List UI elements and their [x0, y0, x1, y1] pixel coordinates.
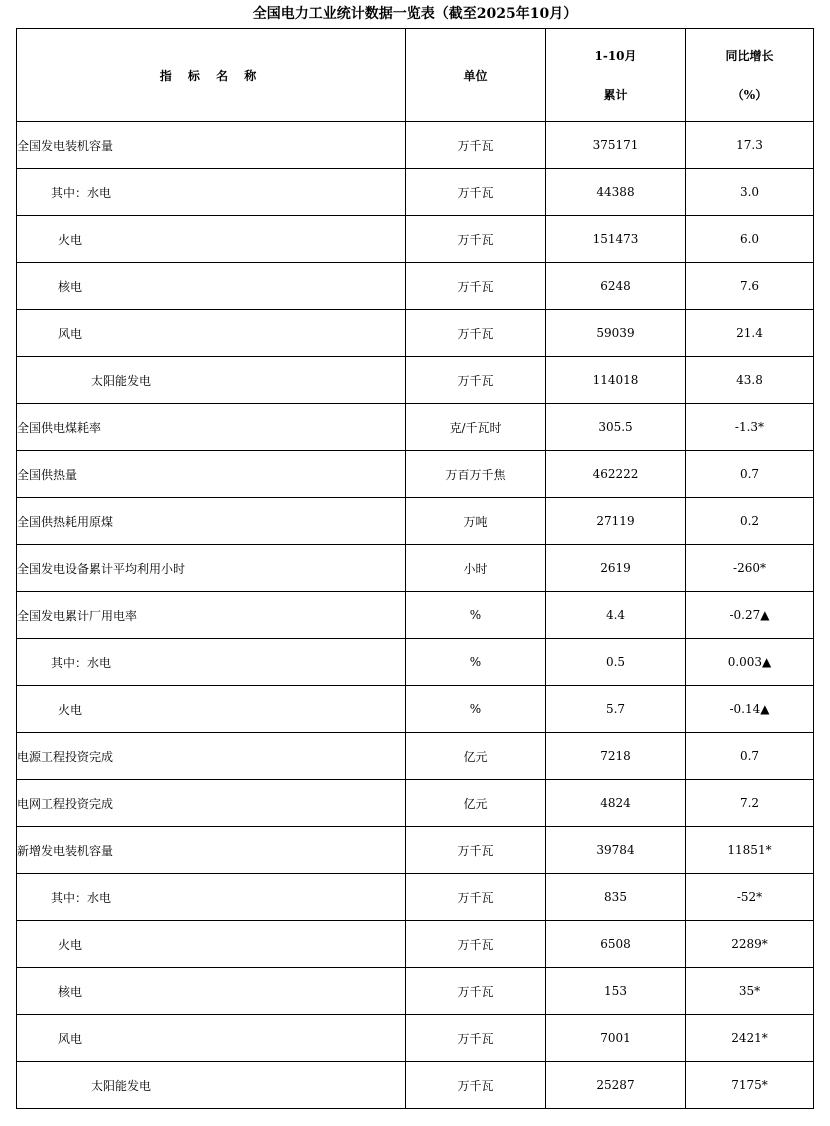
- cumulative-value-cell: 375171: [546, 122, 686, 169]
- table-row: [17, 498, 814, 545]
- cumulative-value-cell: 4.4: [546, 592, 686, 639]
- unit-cell: 亿元: [406, 733, 546, 780]
- header-yoy: [686, 29, 814, 122]
- indicator-name-cell: 核电: [17, 263, 406, 310]
- indicator-name-cell: 风电: [17, 310, 406, 357]
- cumulative-value-cell: 7218: [546, 733, 686, 780]
- unit-cell: 万千瓦: [406, 968, 546, 1015]
- yoy-growth-cell: 2421*: [686, 1015, 814, 1062]
- yoy-growth-cell: 0.2: [686, 498, 814, 545]
- indicator-name-cell: 风电: [17, 1015, 406, 1062]
- indicator-name-cell: 全国发电装机容量: [17, 122, 406, 169]
- cumulative-value-cell: 2619: [546, 545, 686, 592]
- unit-cell: 万千瓦: [406, 874, 546, 921]
- indicator-name-cell: 火电: [17, 921, 406, 968]
- table-title: 全国电力工业统计数据一览表（截至2025年10月）: [252, 6, 578, 22]
- table-row: [17, 780, 814, 827]
- indicator-name-cell: 其中：水电: [17, 874, 406, 921]
- cumulative-value-cell: 835: [546, 874, 686, 921]
- header-cumulative-label: 累计: [603, 88, 628, 102]
- table-row: [17, 216, 814, 263]
- indicator-name-cell: 电网工程投资完成: [17, 780, 406, 827]
- unit-cell: 万千瓦: [406, 263, 546, 310]
- table-row: [17, 310, 814, 357]
- table-row: [17, 1062, 814, 1109]
- cumulative-value-cell: 151473: [546, 216, 686, 263]
- table-row: [17, 827, 814, 874]
- unit-cell: 万千瓦: [406, 1015, 546, 1062]
- yoy-growth-cell: 7.2: [686, 780, 814, 827]
- indicator-name-cell: 其中：水电: [17, 639, 406, 686]
- cumulative-value-cell: 5.7: [546, 686, 686, 733]
- cumulative-value-cell: 39784: [546, 827, 686, 874]
- table-row: [17, 357, 814, 404]
- indicator-name-cell: 核电: [17, 968, 406, 1015]
- yoy-growth-cell: 3.0: [686, 169, 814, 216]
- yoy-growth-cell: 17.3: [686, 122, 814, 169]
- indicator-name-cell: 全国发电累计厂用电率: [17, 592, 406, 639]
- cumulative-value-cell: 25287: [546, 1062, 686, 1109]
- table-row: [17, 404, 814, 451]
- cumulative-value-cell: 44388: [546, 169, 686, 216]
- unit-cell: 万千瓦: [406, 169, 546, 216]
- table-row: [17, 639, 814, 686]
- yoy-growth-cell: -260*: [686, 545, 814, 592]
- yoy-growth-cell: 21.4: [686, 310, 814, 357]
- unit-cell: 万千瓦: [406, 216, 546, 263]
- indicator-name-cell: 电源工程投资完成: [17, 733, 406, 780]
- table-row: [17, 592, 814, 639]
- unit-cell: 万千瓦: [406, 921, 546, 968]
- unit-cell: 万吨: [406, 498, 546, 545]
- cumulative-value-cell: 114018: [546, 357, 686, 404]
- indicator-name-cell: 全国供热耗用原煤: [17, 498, 406, 545]
- indicator-name-cell: 全国发电设备累计平均利用小时: [17, 545, 406, 592]
- table-row: [17, 921, 814, 968]
- table-row: [17, 733, 814, 780]
- yoy-growth-cell: -0.27▲: [686, 592, 814, 639]
- indicator-name-cell: 太阳能发电: [17, 357, 406, 404]
- table-row: [17, 451, 814, 498]
- yoy-growth-cell: 0.003▲: [686, 639, 814, 686]
- unit-cell: %: [406, 686, 546, 733]
- cumulative-value-cell: 4824: [546, 780, 686, 827]
- unit-cell: 亿元: [406, 780, 546, 827]
- indicator-name-cell: 火电: [17, 216, 406, 263]
- indicator-name-cell: 其中：水电: [17, 169, 406, 216]
- unit-cell: 万千瓦: [406, 827, 546, 874]
- cumulative-value-cell: 27119: [546, 498, 686, 545]
- unit-cell: 万百万千焦: [406, 451, 546, 498]
- cumulative-value-cell: 305.5: [546, 404, 686, 451]
- yoy-growth-cell: 7.6: [686, 263, 814, 310]
- table-row: [17, 169, 814, 216]
- table-row: [17, 545, 814, 592]
- table-row: [17, 1015, 814, 1062]
- table-row: [17, 122, 814, 169]
- header-row: [17, 29, 814, 122]
- cumulative-value-cell: 7001: [546, 1015, 686, 1062]
- table-row: [17, 968, 814, 1015]
- cumulative-value-cell: 59039: [546, 310, 686, 357]
- yoy-growth-cell: 0.7: [686, 451, 814, 498]
- cumulative-value-cell: 6248: [546, 263, 686, 310]
- unit-cell: %: [406, 639, 546, 686]
- indicator-name-cell: 火电: [17, 686, 406, 733]
- yoy-growth-cell: -0.14▲: [686, 686, 814, 733]
- yoy-growth-cell: 2289*: [686, 921, 814, 968]
- cumulative-value-cell: 153: [546, 968, 686, 1015]
- table-row: [17, 874, 814, 921]
- unit-cell: %: [406, 592, 546, 639]
- yoy-growth-cell: 7175*: [686, 1062, 814, 1109]
- header-yoy-label: 同比增长: [725, 49, 774, 63]
- table-row: [17, 686, 814, 733]
- header-cumulative: [546, 29, 686, 122]
- cumulative-value-cell: 0.5: [546, 639, 686, 686]
- cumulative-value-cell: 6508: [546, 921, 686, 968]
- header-cumulative-period: 1-10月: [594, 49, 637, 63]
- yoy-growth-cell: 0.7: [686, 733, 814, 780]
- unit-cell: 小时: [406, 545, 546, 592]
- yoy-growth-cell: 35*: [686, 968, 814, 1015]
- unit-cell: 万千瓦: [406, 122, 546, 169]
- header-yoy-unit: （%）: [731, 88, 768, 102]
- yoy-growth-cell: 11851*: [686, 827, 814, 874]
- indicator-name-cell: 新增发电装机容量: [17, 827, 406, 874]
- table-row: [17, 263, 814, 310]
- indicator-name-cell: 太阳能发电: [17, 1062, 406, 1109]
- yoy-growth-cell: -52*: [686, 874, 814, 921]
- header-indicator-name: [17, 29, 406, 122]
- unit-cell: 克/千瓦时: [406, 404, 546, 451]
- unit-cell: 万千瓦: [406, 357, 546, 404]
- cumulative-value-cell: 462222: [546, 451, 686, 498]
- unit-cell: 万千瓦: [406, 1062, 546, 1109]
- yoy-growth-cell: 43.8: [686, 357, 814, 404]
- yoy-growth-cell: 6.0: [686, 216, 814, 263]
- header-indicator-name-text: 指 标 名 称: [159, 68, 263, 83]
- indicator-name-cell: 全国供热量: [17, 451, 406, 498]
- statistics-table: [16, 28, 814, 1109]
- indicator-name-cell: 全国供电煤耗率: [17, 404, 406, 451]
- yoy-growth-cell: -1.3*: [686, 404, 814, 451]
- unit-cell: 万千瓦: [406, 310, 546, 357]
- header-unit: 单位: [406, 29, 546, 122]
- table-body: [17, 122, 814, 1109]
